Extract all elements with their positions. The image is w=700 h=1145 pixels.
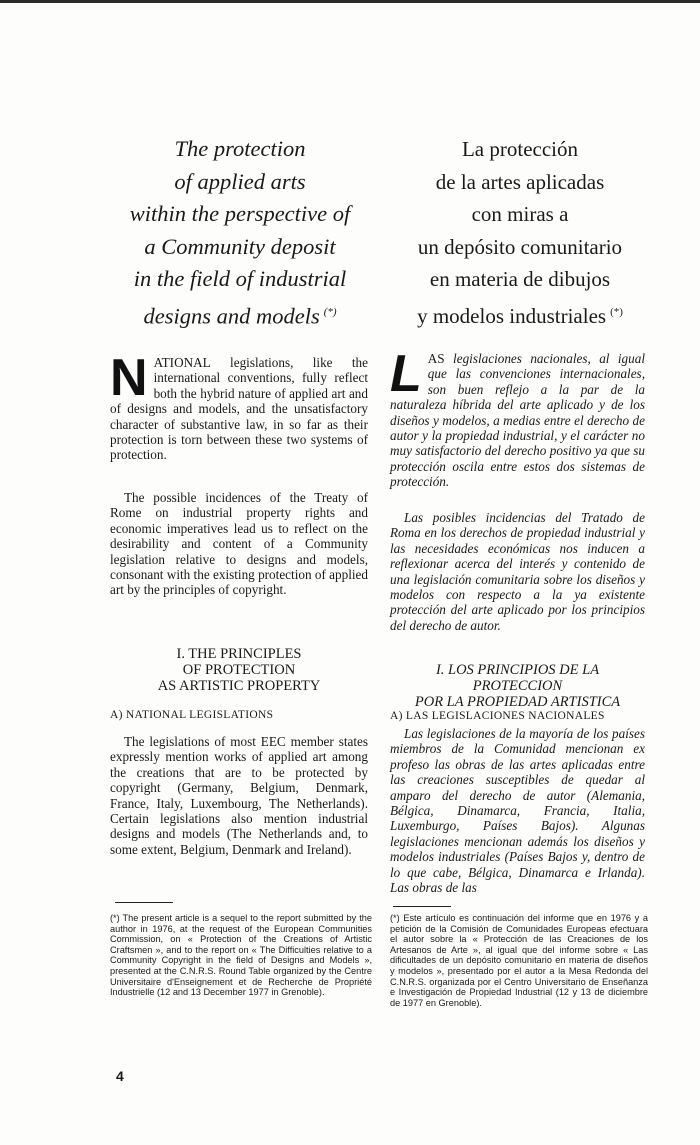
- english-paragraph-3: The legislations of most EEC member states expressly mention works of applied art among the creations that are to be protected by copyright (Germany, Belgium, Denmark, France, Italy, Luxembourg, The Netherlands). Certain legislations also mention industrial designs and models (The Netherlands and, to some extent, Belgium, Denmark and Ireland).: [110, 734, 368, 857]
- intro-smallcap: ATIONAL: [153, 355, 211, 370]
- english-intro-paragraph: [110, 349, 368, 463]
- heading-line: OF PROTECTION: [182, 662, 296, 678]
- spanish-section-heading: [390, 662, 645, 710]
- title-line-text: y modelos industriales: [417, 303, 607, 328]
- drop-cap: L: [390, 345, 422, 403]
- title-line: de la artes aplicadas: [435, 169, 605, 194]
- footnote-rule: [115, 902, 173, 903]
- english-footnote: (*) The present article is a sequel to the report submitted by the author in 1976, at the request of the European Communities Commission, on « Protection of the Creations of Artistic Craftsmen », and to the report on « The Difficulties relative to a Community Copyright in the field of Designs and Models », presented at the C.N.R.S. Round Table organized by the Centre Universitaire d'Enseignement et de Recherche de Propriété Industrielle (12 and 13 December 1977 in Grenoble).: [110, 913, 372, 998]
- footnote-marker: (*): [610, 305, 623, 318]
- title-line: of applied arts: [174, 168, 306, 194]
- title-line: un depósito comunitario: [417, 234, 623, 259]
- title-line: con miras a: [471, 202, 569, 226]
- title-english: [100, 133, 380, 333]
- drop-cap: N: [110, 349, 148, 407]
- heading-line: AS ARTISTIC PROPERTY: [157, 678, 321, 694]
- spanish-subheading: A) LAS LEGISLACIONES NACIONALES: [390, 710, 605, 722]
- spanish-paragraph-2: Las posibles incidencias del Tratado de Roma en los derechos de propiedad industrial y las necesidades económicas nos inducen a reflexionar acerca del interés y contenido de una legislación comunitaria sobre los diseños y modelos con respecto a la ya existente protección del arte aplicado por los principios del derecho de autor.: [390, 510, 645, 633]
- intro-smallcap: AS: [427, 351, 445, 366]
- top-rule: [0, 0, 700, 3]
- heading-line: POR LA PROPIEDAD ARTISTICA: [414, 694, 621, 710]
- english-paragraph-2: The possible incidences of the Treaty of Rome on industrial property rights and economic imperatives lead us to reflect on the desirability and content of a Community legislation relative to designs and models, consonant with the existing protection of applied art by the principles of copyright.: [110, 490, 368, 598]
- title-line: The protection: [174, 136, 306, 161]
- heading-line: I. THE PRINCIPLES: [176, 646, 302, 662]
- english-section-heading: [110, 646, 368, 694]
- title-line: en materia de dibujos: [429, 267, 611, 291]
- intro-text: legislations, like the international conventions, fully reflect both the hybrid nature of applied art and of designs and models, and the unsatisfactory character of substantive law, in so far as their protection is torn between these two systems of protection.: [110, 355, 368, 463]
- intro-text: legislaciones nacionales, al igual que las convenciones internacionales, son buen reflejo a la par de la naturaleza híbrida del arte aplicado y de los diseños y modelos, a medias entre el derecho de autor y la propiedad industrial, y el carácter no muy satisfactorio del derecho positivo ya que su protección oscila entre estos dos sistemas de protección.: [390, 351, 645, 490]
- page-number: 4: [116, 1068, 124, 1084]
- title-line: La protección: [461, 137, 579, 161]
- title-line: in the field of industrial: [133, 266, 347, 291]
- heading-line: I. LOS PRINCIPIOS DE LA: [435, 662, 600, 678]
- footnote-rule: [393, 906, 451, 907]
- title-line: a Community deposit: [144, 233, 336, 259]
- heading-line: PROTECCION: [472, 678, 563, 694]
- footnote-marker: (*): [323, 305, 337, 318]
- spanish-footnote: (*) Este artículo es continuación del informe que en 1976 y a petición de la Comisión de Comunidades Europeas efectuara el autor sobre la « Protección de las Creaciones de los Artesanos de Arte », al igual que del informe sobre « Las dificultades de un depósito comunitario en materia de diseños y modelos », presentado por el autor a la Mesa Redonda del C.N.R.S. organizada por el Centro Universitario de Enseñanza e Investigación de Propiedad Industrial (12 y 13 de diciembre de 1977 en Grenoble).: [390, 913, 648, 1008]
- title-spanish: [380, 133, 660, 332]
- title-line: within the perspective of: [129, 201, 351, 226]
- title-line-text: designs and models: [143, 303, 320, 328]
- title-line: [380, 296, 660, 333]
- english-subheading: A) NATIONAL LEGISLATIONS: [110, 709, 274, 721]
- spanish-paragraph-3: Las legislaciones de la mayoría de los países miembros de la Comunidad mencionan ex profeso las obras de las artes aplicadas entre las creaciones susceptibles de quedar al amparo del derecho de autor (Alemania, Bélgica, Dinamarca, Francia, Italia, Luxemburgo, Países Bajos). Algunas legislaciones mencionan además los diseños y modelos industriales (Países Bajos y, dentro de lo que cabe, Bélgica, Dinamarca e Irlanda). Las obras de las: [390, 726, 645, 896]
- title-line: [100, 296, 380, 333]
- spanish-intro-paragraph: [390, 345, 645, 490]
